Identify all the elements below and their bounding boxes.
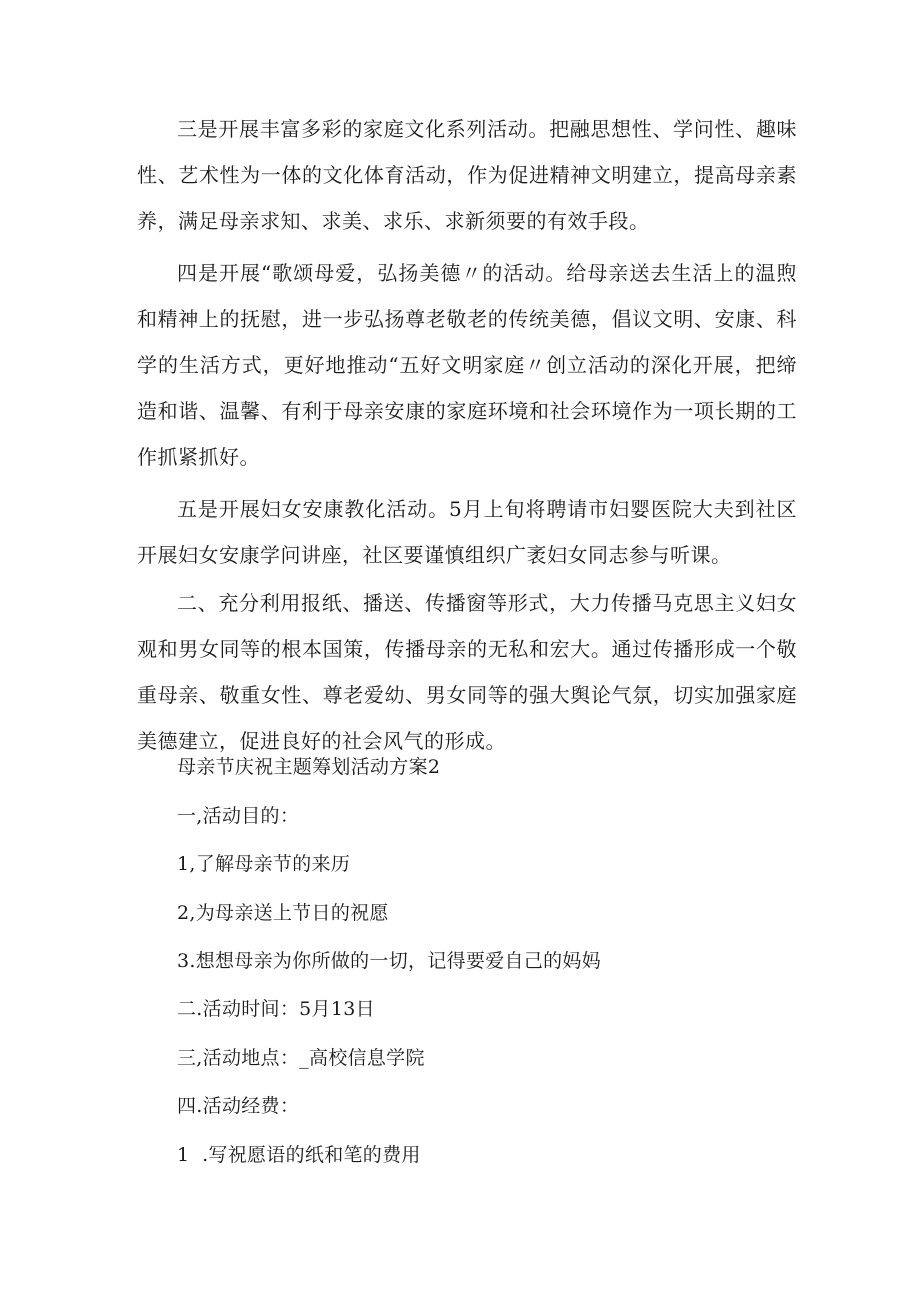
heading-activity-budget: 四.活动经费： bbox=[177, 1095, 300, 1117]
section-title: 母亲节庆祝主题筹划活动方案2 bbox=[177, 756, 441, 778]
heading-activity-location: 三,活动地点：_高校信息学院 bbox=[177, 1047, 425, 1069]
paragraph-family-culture: 三是开展丰富多彩的家庭文化系列活动。把融思想性、学问性、趣味性、艺术性为一体的文化体育活动，作为促进精神文明建立，提高母亲素养，满足母亲求知、求美、求乐、求新须要的有效手段。 bbox=[137, 117, 797, 233]
list-item-purpose-1: 1,了解母亲节的来历 bbox=[177, 853, 351, 875]
list-item-budget-1: 1 .写祝愿语的纸和笔的费用 bbox=[177, 1144, 421, 1166]
paragraph-praise-motherhood: 四是开展“歌颂母爱，弘扬美德〃的活动。给母亲送去生活上的温煦和精神上的抚慰，进一步弘扬尊老敬老的传统美德，倡议文明、安康、科学的生活方式，更好地推动“五好文明家庭〃创立活动的深化开展，把缔造和谐、温馨、有利于母亲安康的家庭环境和社会环境作为一项长期的工作抓紧抓好。 bbox=[137, 261, 797, 469]
paragraph-women-health: 五是开展妇女安康教化活动。5月上旬将聘请市妇婴医院大夫到社区开展妇女安康学问讲座，社区要谨慎组织广袤妇女同志参与听课。 bbox=[137, 497, 797, 567]
heading-activity-time: 二.活动时间：5月13日 bbox=[177, 998, 375, 1020]
heading-activity-purpose: 一,活动目的： bbox=[177, 805, 300, 827]
paragraph-publicity: 二、充分利用报纸、播送、传播窗等形式，大力传播马克思主义妇女观和男女同等的根本国策，传播母亲的无私和宏大。通过传播形成一个敬重母亲、敬重女性、尊老爱幼、男女同等的强大舆论气氛，切实加强家庭美德建立，促进良好的社会风气的形成。 bbox=[137, 591, 797, 753]
list-item-purpose-2: 2,为母亲送上节日的祝愿 bbox=[177, 902, 389, 924]
list-item-purpose-3: 3.想想母亲为你所做的一切，记得要爱自己的妈妈 bbox=[177, 950, 602, 972]
